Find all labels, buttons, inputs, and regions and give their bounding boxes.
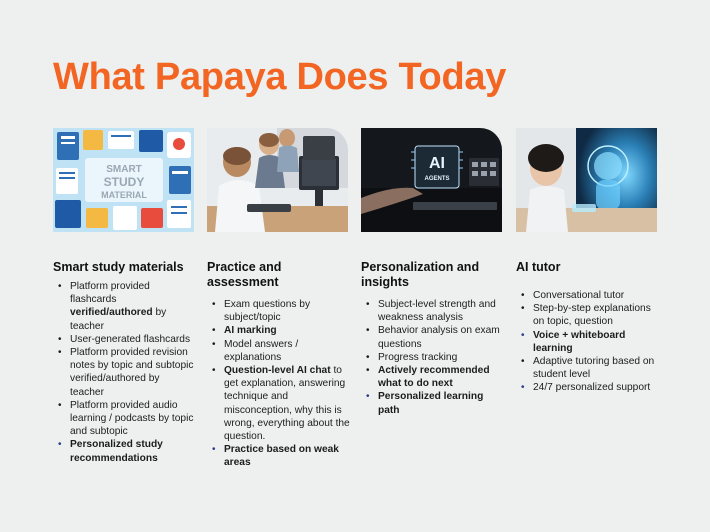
feature-column-practice — [207, 128, 350, 470]
list-item: • AI marking — [224, 324, 350, 337]
list-item: • 24/7 personalized support — [533, 381, 659, 394]
image-word-3: MATERIAL — [101, 190, 147, 200]
list-item: • Adaptive tutoring based on student level — [533, 355, 659, 381]
list-item: • Subject-level strength and weakness analysis — [378, 298, 504, 324]
list-item: • Voice + whiteboard learning — [533, 329, 659, 355]
list-item: • Personalized learning path — [378, 390, 504, 416]
child-with-hologram-tutor-photo — [516, 128, 657, 232]
list-item: • Step-by-step explanations on topic, question — [533, 302, 659, 328]
image-word-2: STUDY — [103, 175, 145, 189]
students-at-computers-photo — [207, 128, 348, 232]
image-ai-label: AI — [429, 155, 445, 172]
feature-column-ai-tutor — [516, 128, 659, 395]
column-heading: Personalization and insights — [361, 260, 480, 289]
feature-list — [361, 298, 504, 417]
list-item: • Platform provided revision notes by topic and subtopic verified/authored by teacher — [70, 346, 196, 399]
page-title: What Papaya Does Today — [53, 56, 507, 98]
feature-column-personalization — [361, 128, 504, 417]
list-item: • Exam questions by subject/topic — [224, 298, 350, 324]
list-item: • Platform provided flashcards verified/authored by teacher — [70, 280, 196, 333]
list-item: • Personalized study recommendations — [70, 438, 196, 464]
column-heading: AI tutor — [516, 260, 561, 274]
list-item: • Conversational tutor — [533, 289, 659, 302]
list-item: • Model answers / explanations — [224, 338, 350, 364]
list-item: • Practice based on weak areas — [224, 443, 350, 469]
list-item: • Behavior analysis on exam questions — [378, 324, 504, 350]
feature-list — [207, 298, 350, 470]
list-item: • Progress tracking — [378, 351, 504, 364]
list-item: • User-generated flashcards — [70, 333, 196, 346]
list-item: • Actively recommended what to do next — [378, 364, 504, 390]
image-agents-label: AGENTS — [424, 176, 450, 182]
feature-list — [53, 280, 196, 465]
column-heading: Smart study materials — [53, 260, 184, 274]
feature-list — [516, 289, 659, 395]
ai-agents-photo — [361, 128, 502, 232]
image-word-1: SMART — [106, 164, 142, 175]
smart-study-material-illustration — [53, 128, 194, 232]
feature-column-smart-study — [53, 128, 196, 465]
list-item: • Question-level AI chat to get explanation, answering technique and misconception, why this is wrong, everything about the question. — [224, 364, 350, 443]
column-heading: Practice and assessment — [207, 260, 282, 289]
list-item: • Platform provided audio learning / podcasts by topic and subtopic — [70, 399, 196, 439]
